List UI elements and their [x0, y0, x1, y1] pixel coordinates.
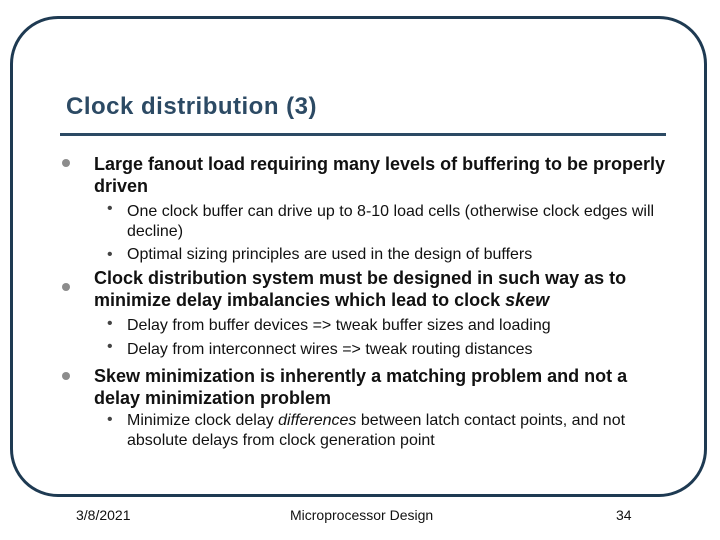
bullet-2-sub-2	[127, 340, 672, 360]
bullet-2-sub-1	[127, 316, 672, 336]
footer-page-number: 34	[616, 507, 632, 523]
sub-bullet-text: Delay from buffer devices => tweak buffer sizes and loading	[127, 317, 551, 334]
bullet-3-sub-1	[127, 411, 672, 451]
sub-bullet-text: Minimize clock delay	[127, 412, 279, 429]
sub-bullet-text: between latch contact points, and not absolute delays from clock generation point	[127, 412, 626, 449]
sub-bullet-dot: •	[107, 338, 113, 355]
bullet-1-sub-1	[127, 202, 672, 242]
bullet-3	[94, 365, 674, 409]
bullet-1-sub-2	[127, 245, 672, 265]
bullet-2-text: Clock distribution system must be designed in such way as to minimize delay imbalancies which lead to clock	[94, 268, 627, 310]
bullet-dot	[62, 159, 70, 167]
footer-date: 3/8/2021	[76, 507, 131, 523]
bullet-1-text: Large fanout load requiring many levels of buffering to be properly driven	[94, 154, 666, 196]
slide-title: Clock distribution (3)	[66, 93, 317, 120]
sub-bullet-dot: •	[107, 246, 113, 263]
sub-bullet-dot: •	[107, 411, 113, 428]
sub-bullet-text: Optimal sizing principles are used in the design of buffers	[127, 246, 533, 263]
sub-bullet-emphasis: differences	[278, 412, 357, 429]
footer-course: Microprocessor Design	[290, 507, 434, 523]
bullet-2-emphasis: skew	[505, 290, 550, 310]
sub-bullet-dot: •	[107, 200, 113, 217]
sub-bullet-text: One clock buffer can drive up to 8-10 load cells (otherwise clock edges will decline)	[127, 203, 655, 240]
sub-bullet-dot: •	[107, 315, 113, 332]
bullet-dot	[62, 283, 70, 291]
bullet-3-text: Skew minimization is inherently a matching problem and not a delay minimization problem	[94, 366, 628, 408]
bullet-2	[94, 267, 674, 311]
bullet-1	[94, 153, 674, 197]
sub-bullet-text: Delay from interconnect wires => tweak routing distances	[127, 341, 533, 358]
bullet-dot	[62, 372, 70, 380]
